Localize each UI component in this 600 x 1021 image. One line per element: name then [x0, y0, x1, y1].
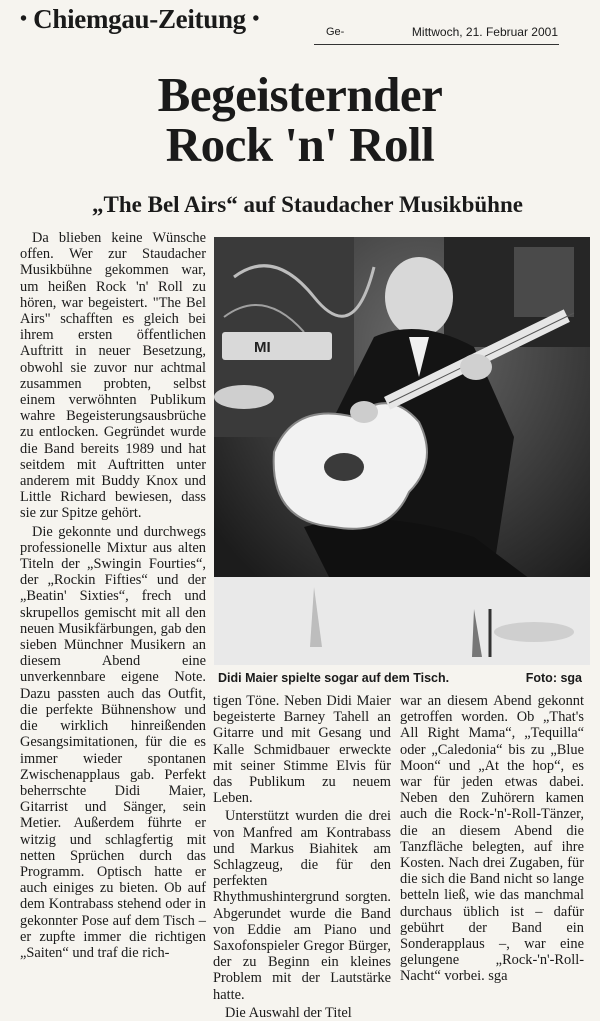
article-photo	[214, 237, 590, 665]
photo-caption: Didi Maier spielte sogar auf dem Tisch.	[218, 671, 450, 685]
article-column-1	[20, 230, 206, 985]
headline	[0, 67, 600, 172]
paragraph-closing: war an diesem Abend gekonnt getroffen worden. Ob „That's All Right Mama“, „Tequilla“ oder „Caledonia“ bis zu „Blue Moon“ und „At the hop“, es war für jeden etwas dabei. Neben den Zuhörern kamen auch die Rock-'n'-Roll-Tänzer, die an diesem Abend die Tanzfläche belegten, auf ihre Kosten. Nach drei Zugaben, für die sich die Band nicht so lange betteln ließ, wie das manchmal durchaus üblich ist – dafür gebührt der Band ein Sonderapplaus –, war eine gelungene „Rock-'n'-Roll-Nacht“ vorbei. sga	[400, 693, 584, 985]
edition-label: Ge-	[326, 26, 345, 38]
paragraph-mixtur: Die gekonnte und durchwegs professionelle Mixtur aus alten Titeln der „Swingin Fourties“, der „Rockin Fifties“ und der „Beatin' Sixties“, frech und skrupellos gemischt mit all den neuen Musikfärbungen, gab den sieben Münchner Musikern an diesem Abend eine unverkennbare eigene Note. Dazu passten auch das Outfit, die perfekte Bühnenshow und die wirklich hinreißenden Gesangsimitationen, für die es immer wieder spontanen Zwischenapplaus gab. Perfekt beherrschte Didi Maier, Gitarrist und Sänger, sein Metier. Außerdem führte er witzig und schlagfertig mit netten Sprüchen durch das Programm. Optisch hatte er auch einiges zu bieten. Ob auf dem Kontrabass stehend oder in gekonnter Pose auf dem Tisch – er zupfte immer die richtigen „Saiten“ und traf die rich-	[20, 523, 206, 961]
article-column-2	[213, 693, 391, 1021]
headline-line-1: Begeisternder	[157, 67, 443, 122]
paragraph-unterstuetzt: Unterstützt wurden die drei von Manfred am Kontrabass und Markus Biahitek am Schlagzeug, die für den perfekten Rhythmushintergrund sorgten. Abgerundet wurde die Band von Eddie am Piano und Saxofonspieler Gregor Bürger, der zu Beginn ein kleines Problem mit der Lautstärke hatte.	[213, 808, 391, 1003]
article-column-3	[400, 693, 584, 985]
paper-name	[20, 4, 259, 35]
masthead-bullet-left: •	[20, 8, 27, 30]
headline-line-2: Rock 'n' Roll	[165, 117, 435, 172]
issue-date: Mittwoch, 21. Februar 2001	[411, 25, 558, 39]
paragraph-intro: Da blieben keine Wünsche offen. Wer zur Staudacher Musikbühne gekommen war, um heißen Rock 'n' Roll zu hören, war begeistert. "The Bel Airs" schafften es gleich bei ihrem ersten öffentlichen Auftritt in neuer Besetzung, obwohl sie zuvor nur achtmal zusammen probten, selbst einem verwöhnten Publikum wahre Begeisterungsausbrüche zu entlocken. Gegründet wurde die Band bereits 1989 und hat seitdem mit Auftritten unter anderem mit Buddy Knox und Little Richard bewiesen, dass sie zur Spitze gehört.	[20, 230, 206, 522]
masthead-rule	[314, 44, 559, 45]
masthead-bullet-right: •	[252, 8, 260, 30]
guitarist-photo-illustration	[214, 237, 590, 665]
paragraph-toene: tigen Töne. Neben Didi Maier begeisterte Barney Tahell an Gitarre und mit Gesang und Kalle Schmidbauer erweckte mit seiner Stimme Elvis für das Publikum zu neuem Leben.	[213, 693, 391, 807]
photo-credit: Foto: sga	[525, 671, 582, 685]
drum-label: MI	[254, 339, 271, 356]
masthead	[14, 4, 580, 42]
paragraph-auswahl: Die Auswahl der Titel	[225, 1004, 352, 1021]
subheadline: „The Bel Airs“ auf Staudacher Musikbühne	[92, 192, 523, 217]
paper-name-text: Chiemgau-Zeitung	[33, 4, 246, 34]
